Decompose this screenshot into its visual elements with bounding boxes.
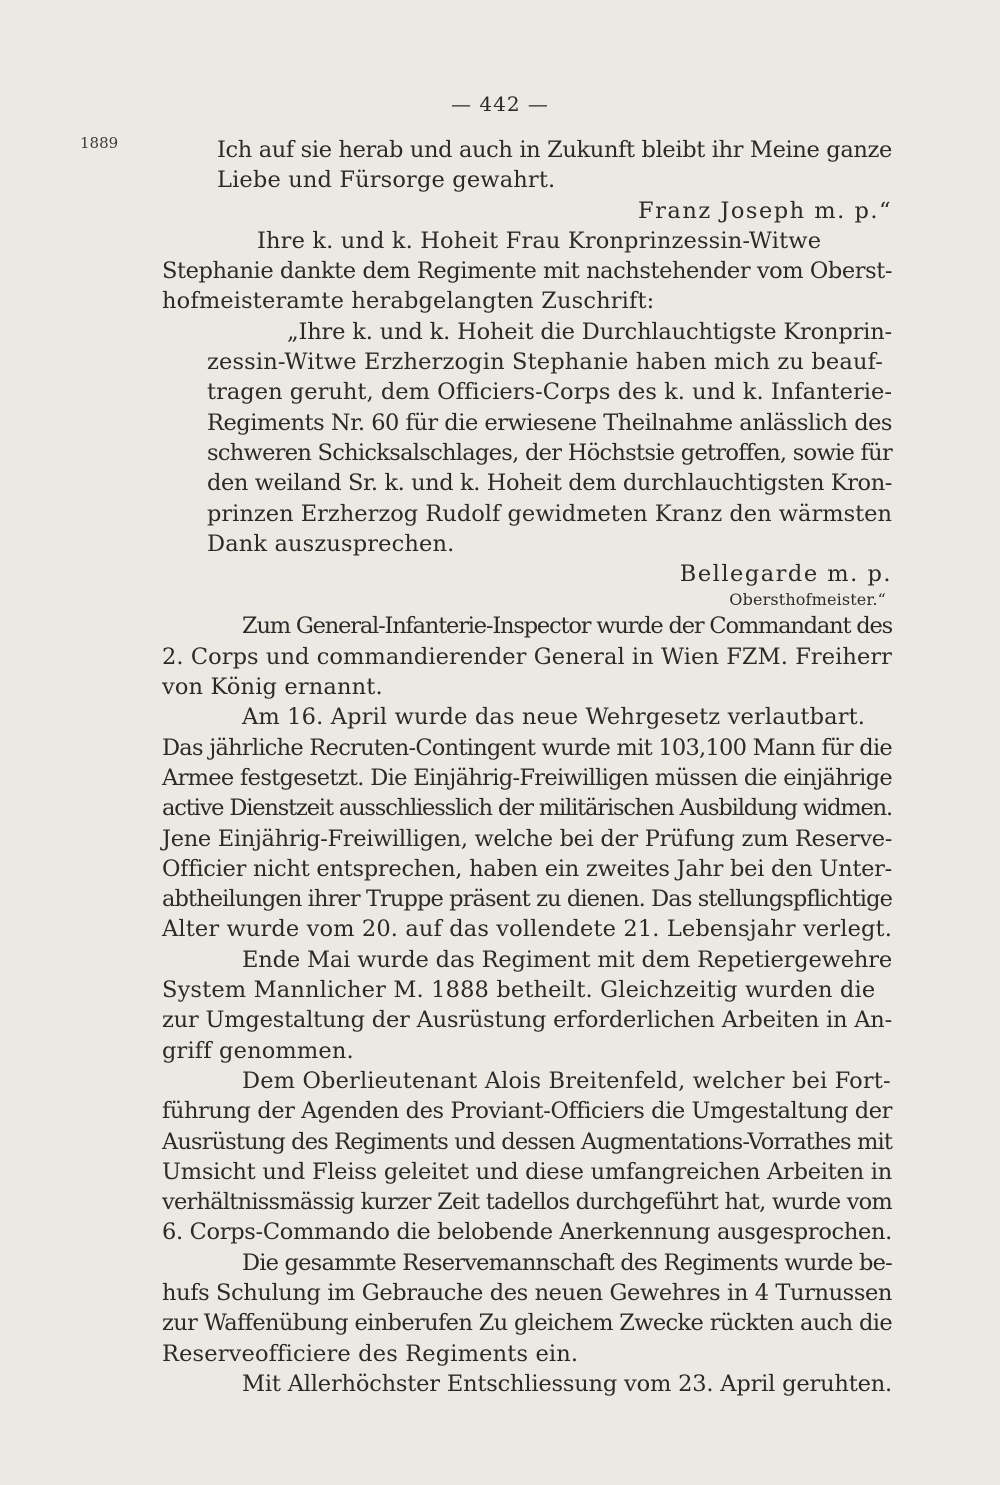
text-line: hufs Schulung im Gebrauche des neuen Gewehres in 4 Turnussen: [162, 1279, 892, 1306]
text-line: Mit Allerhöchster Entschliessung vom 23. April geruhten.: [242, 1370, 892, 1397]
text-line: zur Waffenübung einberufen Zu gleichem Zwecke rückten auch die: [162, 1310, 892, 1337]
text-line: hofmeisteramte herabgelangten Zuschrift:: [162, 288, 655, 315]
text-line: Ich auf sie herab und auch in Zukunft bleibt ihr Meine ganze: [217, 137, 892, 163]
body-text: [162, 135, 892, 1399]
text-line: Officier nicht entsprechen, haben ein zweites Jahr bei den Unter-: [162, 855, 892, 882]
text-line: Alter wurde vom 20. auf das vollendete 21. Lebensjahr verlegt.: [162, 916, 892, 943]
text-line: Ihre k. und k. Hoheit Frau Kronprinzessin-Witwe: [257, 227, 822, 254]
text-line: Regiments Nr. 60 für die erwiesene Theilnahme anlässlich des: [207, 409, 892, 436]
text-line: zur Umgestaltung der Ausrüstung erforderlichen Arbeiten in An-: [162, 1007, 892, 1034]
text-line: Jene Einjährig-Freiwilligen, welche bei der Prüfung zum Reserve-: [162, 825, 892, 852]
text-line: Liebe und Fürsorge gewahrt.: [217, 167, 556, 194]
text-line: tragen geruht, dem Officiers-Corps des k. und k. Infanterie-: [207, 379, 892, 406]
text-line: Dem Oberlieutenant Alois Breitenfeld, welcher bei Fort-: [242, 1067, 891, 1094]
text-line: Bellegarde m. p.: [679, 561, 892, 588]
text-line: Umsicht und Fleiss geleitet und diese umfangreichen Arbeiten in: [162, 1158, 892, 1185]
text-line: Armee festgesetzt. Die Einjährig-Freiwilligen müssen die einjährige: [162, 764, 892, 791]
text-line: führung der Agenden des Proviant-Officiers die Umgestaltung der: [162, 1098, 892, 1125]
text-line: verhältnissmässig kurzer Zeit tadellos durchgeführt hat, wurde vom: [162, 1189, 892, 1216]
text-line: Ausrüstung des Regiments und dessen Augmentations-Vorrathes mit: [162, 1128, 892, 1155]
text-line: Das jährliche Recruten-Contingent wurde mit 103,100 Mann für die: [162, 734, 892, 761]
text-line: von König ernannt.: [162, 674, 383, 701]
margin-year: 1889: [80, 134, 119, 152]
page-number: — 442 —: [451, 92, 549, 116]
text-line: zessin-Witwe Erzherzogin Stephanie haben mich zu beauf-: [207, 349, 884, 376]
text-line: 6. Corps-Commando die belobende Anerkennung ausgesprochen.: [162, 1219, 893, 1246]
text-line: System Mannlicher M. 1888 betheilt. Gleichzeitig wurden die: [162, 977, 876, 1004]
text-line: Ende Mai wurde das Regiment mit dem Repetiergewehre: [242, 946, 893, 973]
text-line: Die gesammte Reservemannschaft des Regiments wurde be-: [242, 1249, 892, 1276]
text-line: Zum General-Infanterie-Inspector wurde der Commandant des: [242, 613, 892, 640]
text-line: prinzen Erzherzog Rudolf gewidmeten Kranz den wärmsten: [207, 500, 892, 527]
text-line: „Ihre k. und k. Hoheit die Durchlauchtigste Kronprin-: [287, 318, 892, 345]
text-line: Obersthofmeister.“: [729, 590, 886, 610]
text-line: Stephanie dankte dem Regimente mit nachstehender vom Oberst-: [162, 258, 892, 285]
text-line: schweren Schicksalschlages, der Höchstsie getroffen, sowie für: [207, 439, 892, 466]
text-line: griff genommen.: [162, 1037, 354, 1064]
text-line: abtheilungen ihrer Truppe präsent zu dienen. Das stellungspflichtige: [162, 886, 892, 913]
text-line: Franz Joseph m. p.“: [638, 197, 892, 224]
text-line: Am 16. April wurde das neue Wehrgesetz verlautbart.: [242, 704, 866, 731]
text-line: Reserveofficiere des Regiments ein.: [162, 1340, 579, 1367]
text-line: active Dienstzeit ausschliesslich der militärischen Ausbildung widmen.: [162, 795, 892, 822]
text-line: Dank auszusprechen.: [207, 530, 455, 557]
text-line: 2. Corps und commandierender General in Wien FZM. Freiherr: [162, 643, 892, 670]
text-line: den weiland Sr. k. und k. Hoheit dem durchlauchtigsten Kron-: [207, 470, 892, 497]
